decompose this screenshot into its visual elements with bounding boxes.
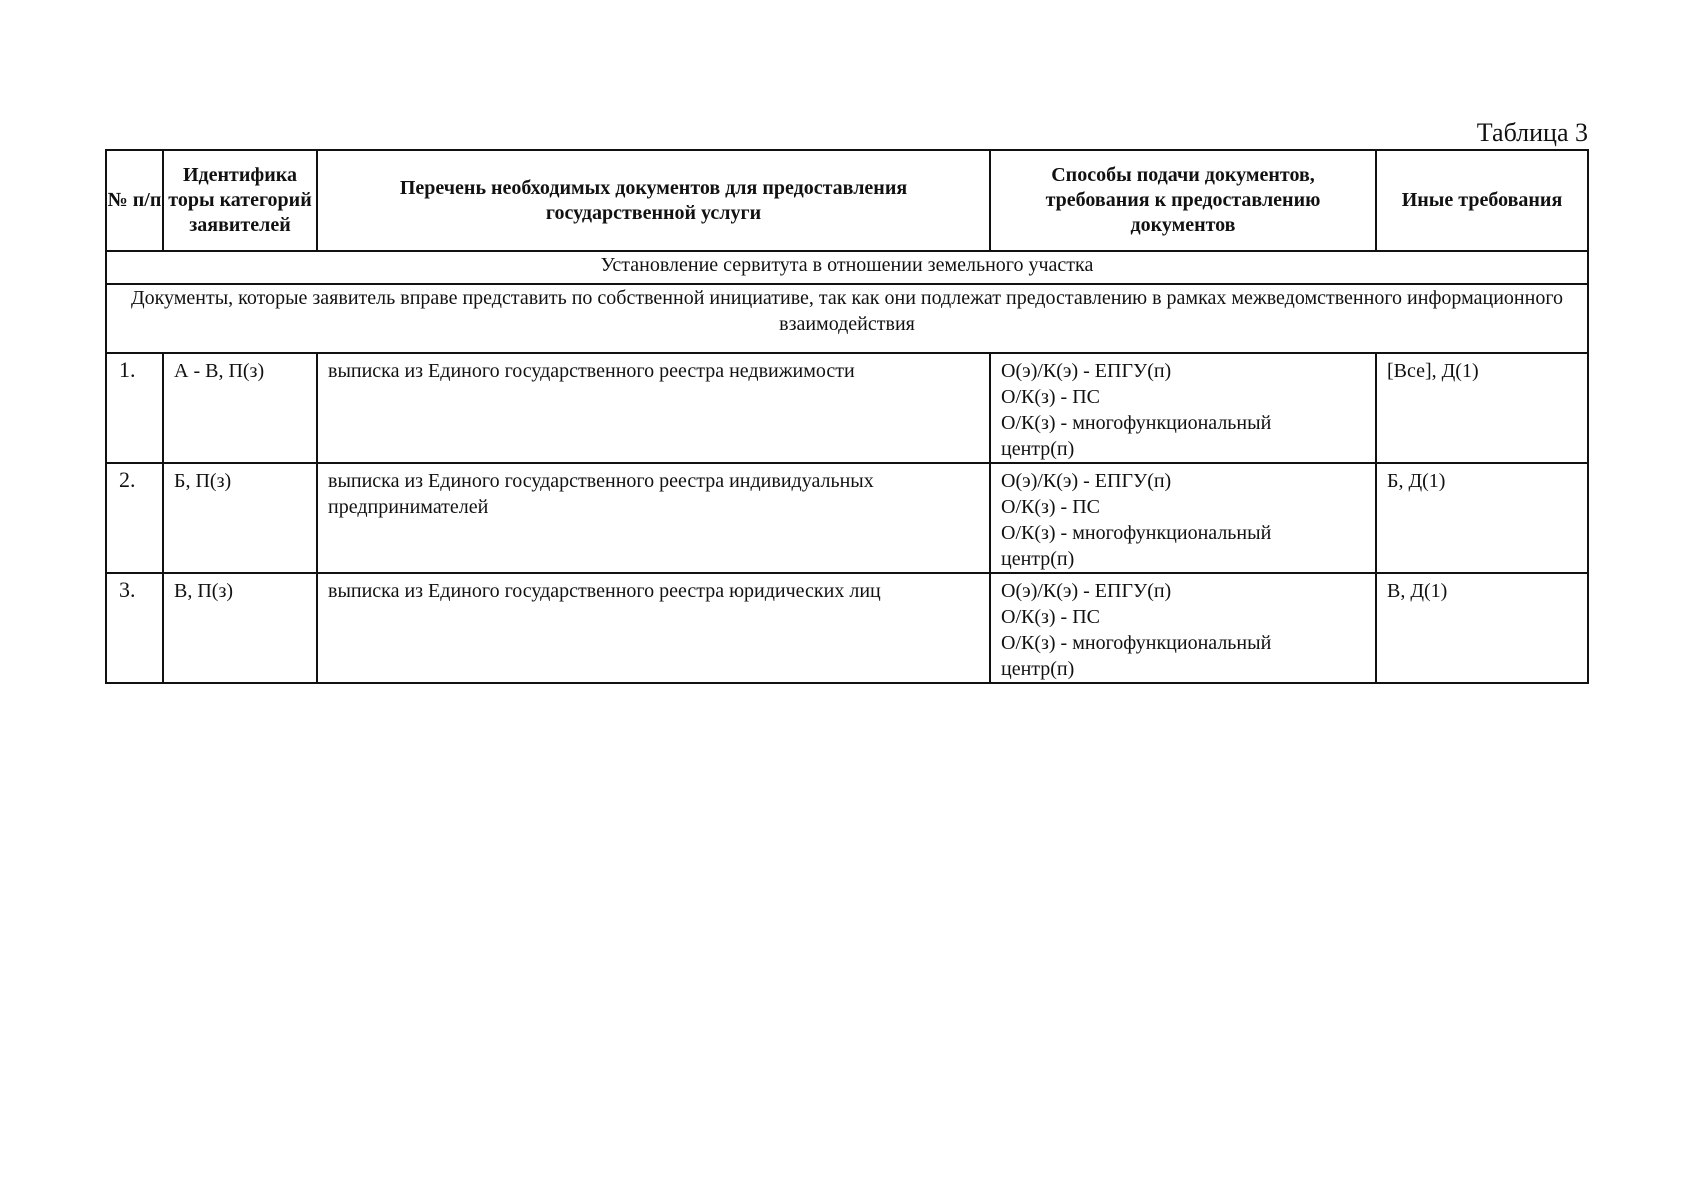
row-other <box>1376 463 1588 573</box>
row-document-text: выписка из Единого государственного реестра индивидуальных предпринимателей <box>328 470 874 518</box>
row-ids-text: В, П(з) <box>174 580 234 602</box>
header-num-label: № п/п <box>107 189 162 211</box>
method-line: О(э)/К(э) - ЕПГУ(п) <box>1001 470 1172 492</box>
row-methods <box>990 573 1376 683</box>
row-document <box>317 353 990 463</box>
table-row <box>106 463 1588 573</box>
row-document-text: выписка из Единого государственного реестра юридических лиц <box>328 580 881 602</box>
row-num <box>106 463 163 573</box>
row-document <box>317 463 990 573</box>
header-submission <box>990 150 1376 251</box>
subsection-row <box>106 284 1588 353</box>
row-other-text: Б, Д(1) <box>1387 470 1446 492</box>
row-num-text: 1. <box>119 357 136 382</box>
section-title: Установление сервитута в отношении земельного участка <box>106 251 1588 284</box>
subsection-title <box>106 284 1588 353</box>
row-other-text: [Все], Д(1) <box>1387 360 1479 382</box>
method-line: центр(п) <box>1001 438 1075 460</box>
method-line: О/К(з) - ПС <box>1001 386 1101 408</box>
row-num <box>106 573 163 683</box>
method-line: центр(п) <box>1001 548 1075 570</box>
header-applicant-ids <box>163 150 317 251</box>
row-methods <box>990 353 1376 463</box>
row-ids <box>163 463 317 573</box>
row-ids <box>163 353 317 463</box>
header-documents-label: Перечень необходимых документов для предоставления государственной услуги <box>399 176 908 224</box>
header-submission-label: Способы подачи документов, требования к предоставлению документов <box>1045 164 1321 236</box>
header-row <box>106 150 1588 251</box>
method-line: О/К(з) - многофункциональный <box>1001 632 1272 654</box>
method-line: О/К(з) - ПС <box>1001 606 1101 628</box>
row-methods <box>990 463 1376 573</box>
documents-table <box>105 149 1589 684</box>
table-caption: Таблица 3 <box>1476 118 1588 147</box>
method-line: О/К(з) - ПС <box>1001 496 1101 518</box>
row-ids-text: Б, П(з) <box>174 470 232 492</box>
header-applicant-ids-label: Идентифика торы категорий заявителей <box>168 164 312 236</box>
method-line: О/К(з) - многофункциональный <box>1001 522 1272 544</box>
subsection-title-text: Документы, которые заявитель вправе представить по собственной инициативе, так как они подлежат предоставлению в рамках межведомственного информационного взаимодействия <box>130 287 1564 335</box>
row-document <box>317 573 990 683</box>
table-row <box>106 353 1588 463</box>
row-other <box>1376 353 1588 463</box>
row-ids-text: А - В, П(з) <box>174 360 265 382</box>
row-other <box>1376 573 1588 683</box>
header-other-label: Иные требования <box>1401 189 1563 211</box>
method-line: О(э)/К(э) - ЕПГУ(п) <box>1001 360 1172 382</box>
header-documents <box>317 150 990 251</box>
row-num <box>106 353 163 463</box>
method-line: О(э)/К(э) - ЕПГУ(п) <box>1001 580 1172 602</box>
method-line: О/К(з) - многофункциональный <box>1001 412 1272 434</box>
row-num-text: 3. <box>119 577 136 602</box>
row-ids <box>163 573 317 683</box>
header-other <box>1376 150 1588 251</box>
row-document-text: выписка из Единого государственного реестра недвижимости <box>328 360 855 382</box>
section-row <box>106 251 1588 284</box>
table-row <box>106 573 1588 683</box>
method-line: центр(п) <box>1001 658 1075 680</box>
row-num-text: 2. <box>119 467 136 492</box>
header-num <box>106 150 163 251</box>
row-other-text: В, Д(1) <box>1387 580 1448 602</box>
